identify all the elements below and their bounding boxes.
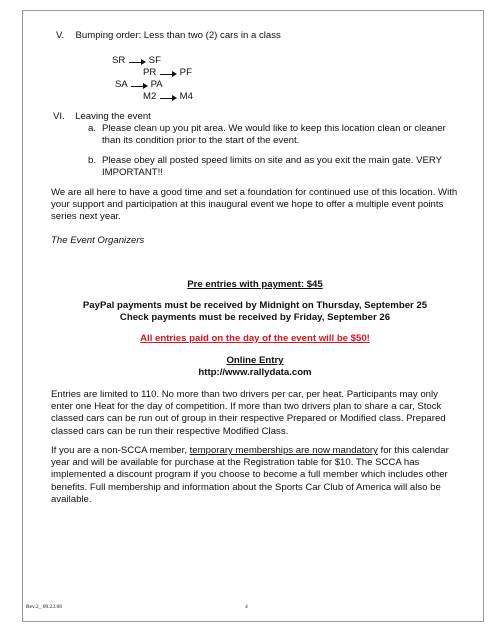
- text-line: [51, 445, 471, 457]
- bump-to: M4: [179, 91, 193, 102]
- entries-paragraph: [51, 389, 471, 438]
- bump-row: [112, 55, 161, 67]
- online-entry-heading: Online Entry: [226, 355, 284, 366]
- right-arrow-icon: [128, 55, 146, 67]
- list-item-a-line2: than its condition prior to the start of the event.: [102, 135, 300, 146]
- section-6-title: Leaving the event: [75, 111, 151, 122]
- text-line: enter one Heat for the day of competition. If more than two drivers plan to share a car, Stock: [51, 401, 442, 413]
- bump-to: PF: [179, 67, 192, 78]
- right-arrow-icon: [159, 67, 177, 79]
- section-5-heading: [56, 30, 281, 42]
- list-item-a-line1: Please clean up you pit area. We would like to keep this location clean or cleaner: [102, 123, 446, 134]
- online-entry-url[interactable]: http://www.rallydata.com: [198, 367, 312, 378]
- text-span: If you are a non-SCCA member,: [51, 445, 190, 456]
- bump-row: [115, 79, 163, 91]
- revision-label: Rev.2_ 09.23.08: [26, 604, 63, 610]
- text-line: your support and participation at this inaugural event we hope to offer a multiple event points: [51, 199, 444, 211]
- text-span: for this calendar: [377, 445, 449, 456]
- bump-from: M2: [143, 91, 157, 102]
- closing-paragraph: [51, 187, 471, 224]
- text-line: Entries are limited to 110. No more than two drivers per car, per heat. Participants may only: [51, 389, 438, 400]
- text-line: available.: [51, 493, 92, 505]
- pre-entries-heading: Pre entries with payment: $45: [187, 279, 323, 290]
- check-deadline: Check payments must be received by Friday, September 26: [119, 312, 391, 323]
- text-line: classed cars can be run out of group in their respective Prepared or Modified class. Prepared: [51, 413, 446, 425]
- text-line: year and will be available for purchase at the Registration table for $10. The SCCA has: [51, 457, 420, 469]
- bump-row: [143, 67, 192, 79]
- text-line: classed cars can be run their respective Modified Class.: [51, 425, 289, 437]
- mandatory-membership-text: temporary memberships are now mandatory: [189, 445, 378, 456]
- paypal-deadline: PayPal payments must be received by Midnight on Thursday, September 25: [82, 300, 428, 311]
- list-item-marker: b.: [88, 155, 97, 166]
- section-6-heading: [53, 111, 151, 123]
- list-item-b-line1: Please obey all posted speed limits on site and as you exit the main gate. VERY: [102, 155, 443, 166]
- bump-to: SF: [148, 55, 161, 66]
- text-line: benefits. Full membership and information about the Sports Car Club of America will also be: [51, 481, 441, 493]
- text-line: We are all here to have a good time and set a foundation for continued use of this location. With: [51, 187, 458, 198]
- bump-from: SR: [112, 55, 126, 66]
- text-line: implemented a discount program if you choose to become a full member which includes other: [51, 469, 448, 481]
- section-5-title: Bumping order: Less than two (2) cars in a class: [75, 30, 281, 41]
- bump-to: PA: [150, 79, 163, 90]
- list-item-marker: a.: [88, 123, 97, 134]
- scca-membership-paragraph: [51, 445, 471, 506]
- page-number: 4: [245, 604, 248, 610]
- section-6-numeral: VI.: [53, 111, 65, 122]
- right-arrow-icon: [130, 79, 148, 91]
- day-of-price-notice: All entries paid on the day of the event will be $50!: [140, 333, 370, 344]
- bump-from: PR: [143, 67, 157, 78]
- signature: The Event Organizers: [51, 235, 145, 246]
- bump-from: SA: [115, 79, 128, 90]
- section-5-numeral: V.: [56, 30, 65, 41]
- text-line: series next year.: [51, 211, 121, 223]
- right-arrow-icon: [159, 91, 177, 103]
- list-item-b-line2: IMPORTANT!!: [102, 167, 163, 178]
- bump-row: [143, 91, 193, 103]
